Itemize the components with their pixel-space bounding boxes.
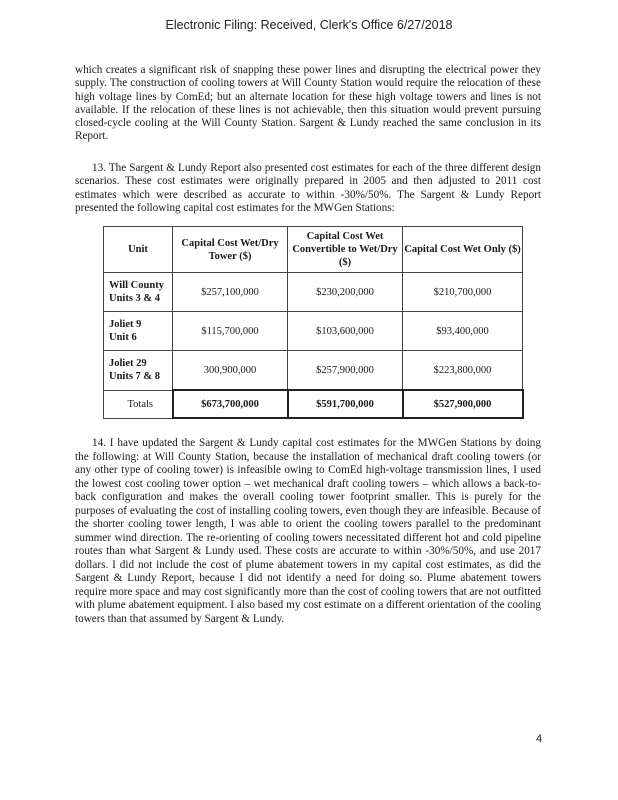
- table-row: [104, 351, 523, 391]
- cost-wet-dry: 300,900,000: [173, 351, 288, 391]
- cost-convertible: $257,900,000: [288, 351, 403, 391]
- table-row: [104, 273, 523, 312]
- header-wet-dry: Capital Cost Wet/Dry Tower ($): [173, 227, 288, 273]
- totals-row: [104, 390, 523, 418]
- unit-cell: [104, 351, 173, 391]
- unit-cell: [104, 312, 173, 351]
- total-wet-only: $527,900,000: [403, 390, 523, 418]
- header-unit: Unit: [104, 227, 173, 273]
- cost-convertible: $230,200,000: [288, 273, 403, 312]
- cost-wet-only: $210,700,000: [403, 273, 523, 312]
- header-wet-only: Capital Cost Wet Only ($): [403, 227, 523, 273]
- paragraph-13: 13. The Sargent & Lundy Report also presented cost estimates for each of the three different design scenarios. These cost estimates were originally prepared in 2005 and then adjusted to 2011 cost estimates which were described as accurate to within -30%/50%. The Sargent & Lundy Report presented the following capital cost estimates for the MWGen Stations:: [75, 162, 541, 214]
- unit-numbers: Unit 6: [109, 332, 137, 343]
- cost-convertible: $103,600,000: [288, 312, 403, 351]
- totals-label: Totals: [104, 390, 173, 418]
- page-number: 4: [536, 733, 543, 745]
- unit-numbers: Units 7 & 8: [109, 371, 161, 383]
- station-name: Joliet 29: [109, 358, 147, 370]
- total-convertible: $591,700,000: [288, 390, 403, 418]
- station-name: Will County: [109, 280, 164, 291]
- cost-wet-only: $93,400,000: [403, 312, 523, 351]
- unit-numbers: Units 3 & 4: [109, 293, 161, 304]
- unit-cell: [104, 273, 173, 312]
- cost-wet-dry: $257,100,000: [173, 273, 288, 312]
- paragraph-14: 14. I have updated the Sargent & Lundy capital cost estimates for the MWGen Stations by doing the following: at Will County Station, because the installation of mechanical draft cooling towers (or any other type of cooling tower) is infeasible owing to ComEd high-voltage transmission lines, I used the lowest cost cooling tower option – wet mechanical draft cooling towers – which allows a back-to-back configuration and makes the overall cooling tower footprint smaller. This is purely for the purposes of evaluating the cost of installing cooling towers, even though they are infeasible. Because of the shorter cooling tower length, I was able to orient the cooling towers parallel to the predominant summer wind direction. The re-orienting of cooling towers necessitated different hot and cold pipeline routes than what Sargent & Lundy used. These costs are accurate to within -30%/50%, and use 2017 dollars. I did not include the cost of plume abatement towers in my capital cost estimates, as did the Sargent & Lundy Report, because I did not identify a need for doing so. Plume abatement towers require more space and may cost significantly more than the cost of cooling towers that are not outfitted with plume abatement equipment. I also based my cost estimate on a different orientation of the cooling towers than that assumed by Sargent & Lundy.: [75, 437, 541, 625]
- paragraph-continuation: which creates a significant risk of snapping these power lines and disrupting the electrical power they supply. The construction of cooling towers at Will County Station would require the relocation of these high voltage lines by ComEd; but an alternate location for these high voltage towers and lines is not available. If the relocation of these lines is not achievable, then this situation would prevent pursuing closed-cycle cooling at the Will County Station. Sargent & Lundy reached the same conclusion in its Report.: [75, 64, 541, 143]
- capital-cost-table: [103, 226, 524, 419]
- filing-header: Electronic Filing: Received, Clerk's Office 6/27/2018: [165, 18, 453, 32]
- cost-wet-only: $223,800,000: [403, 351, 523, 391]
- cost-wet-dry: $115,700,000: [173, 312, 288, 351]
- total-wet-dry: $673,700,000: [173, 390, 288, 418]
- header-convertible: Capital Cost Wet Convertible to Wet/Dry ($): [288, 227, 403, 273]
- table-header-row: [104, 227, 523, 273]
- table-row: [104, 312, 523, 351]
- station-name: Joliet 9: [109, 319, 142, 330]
